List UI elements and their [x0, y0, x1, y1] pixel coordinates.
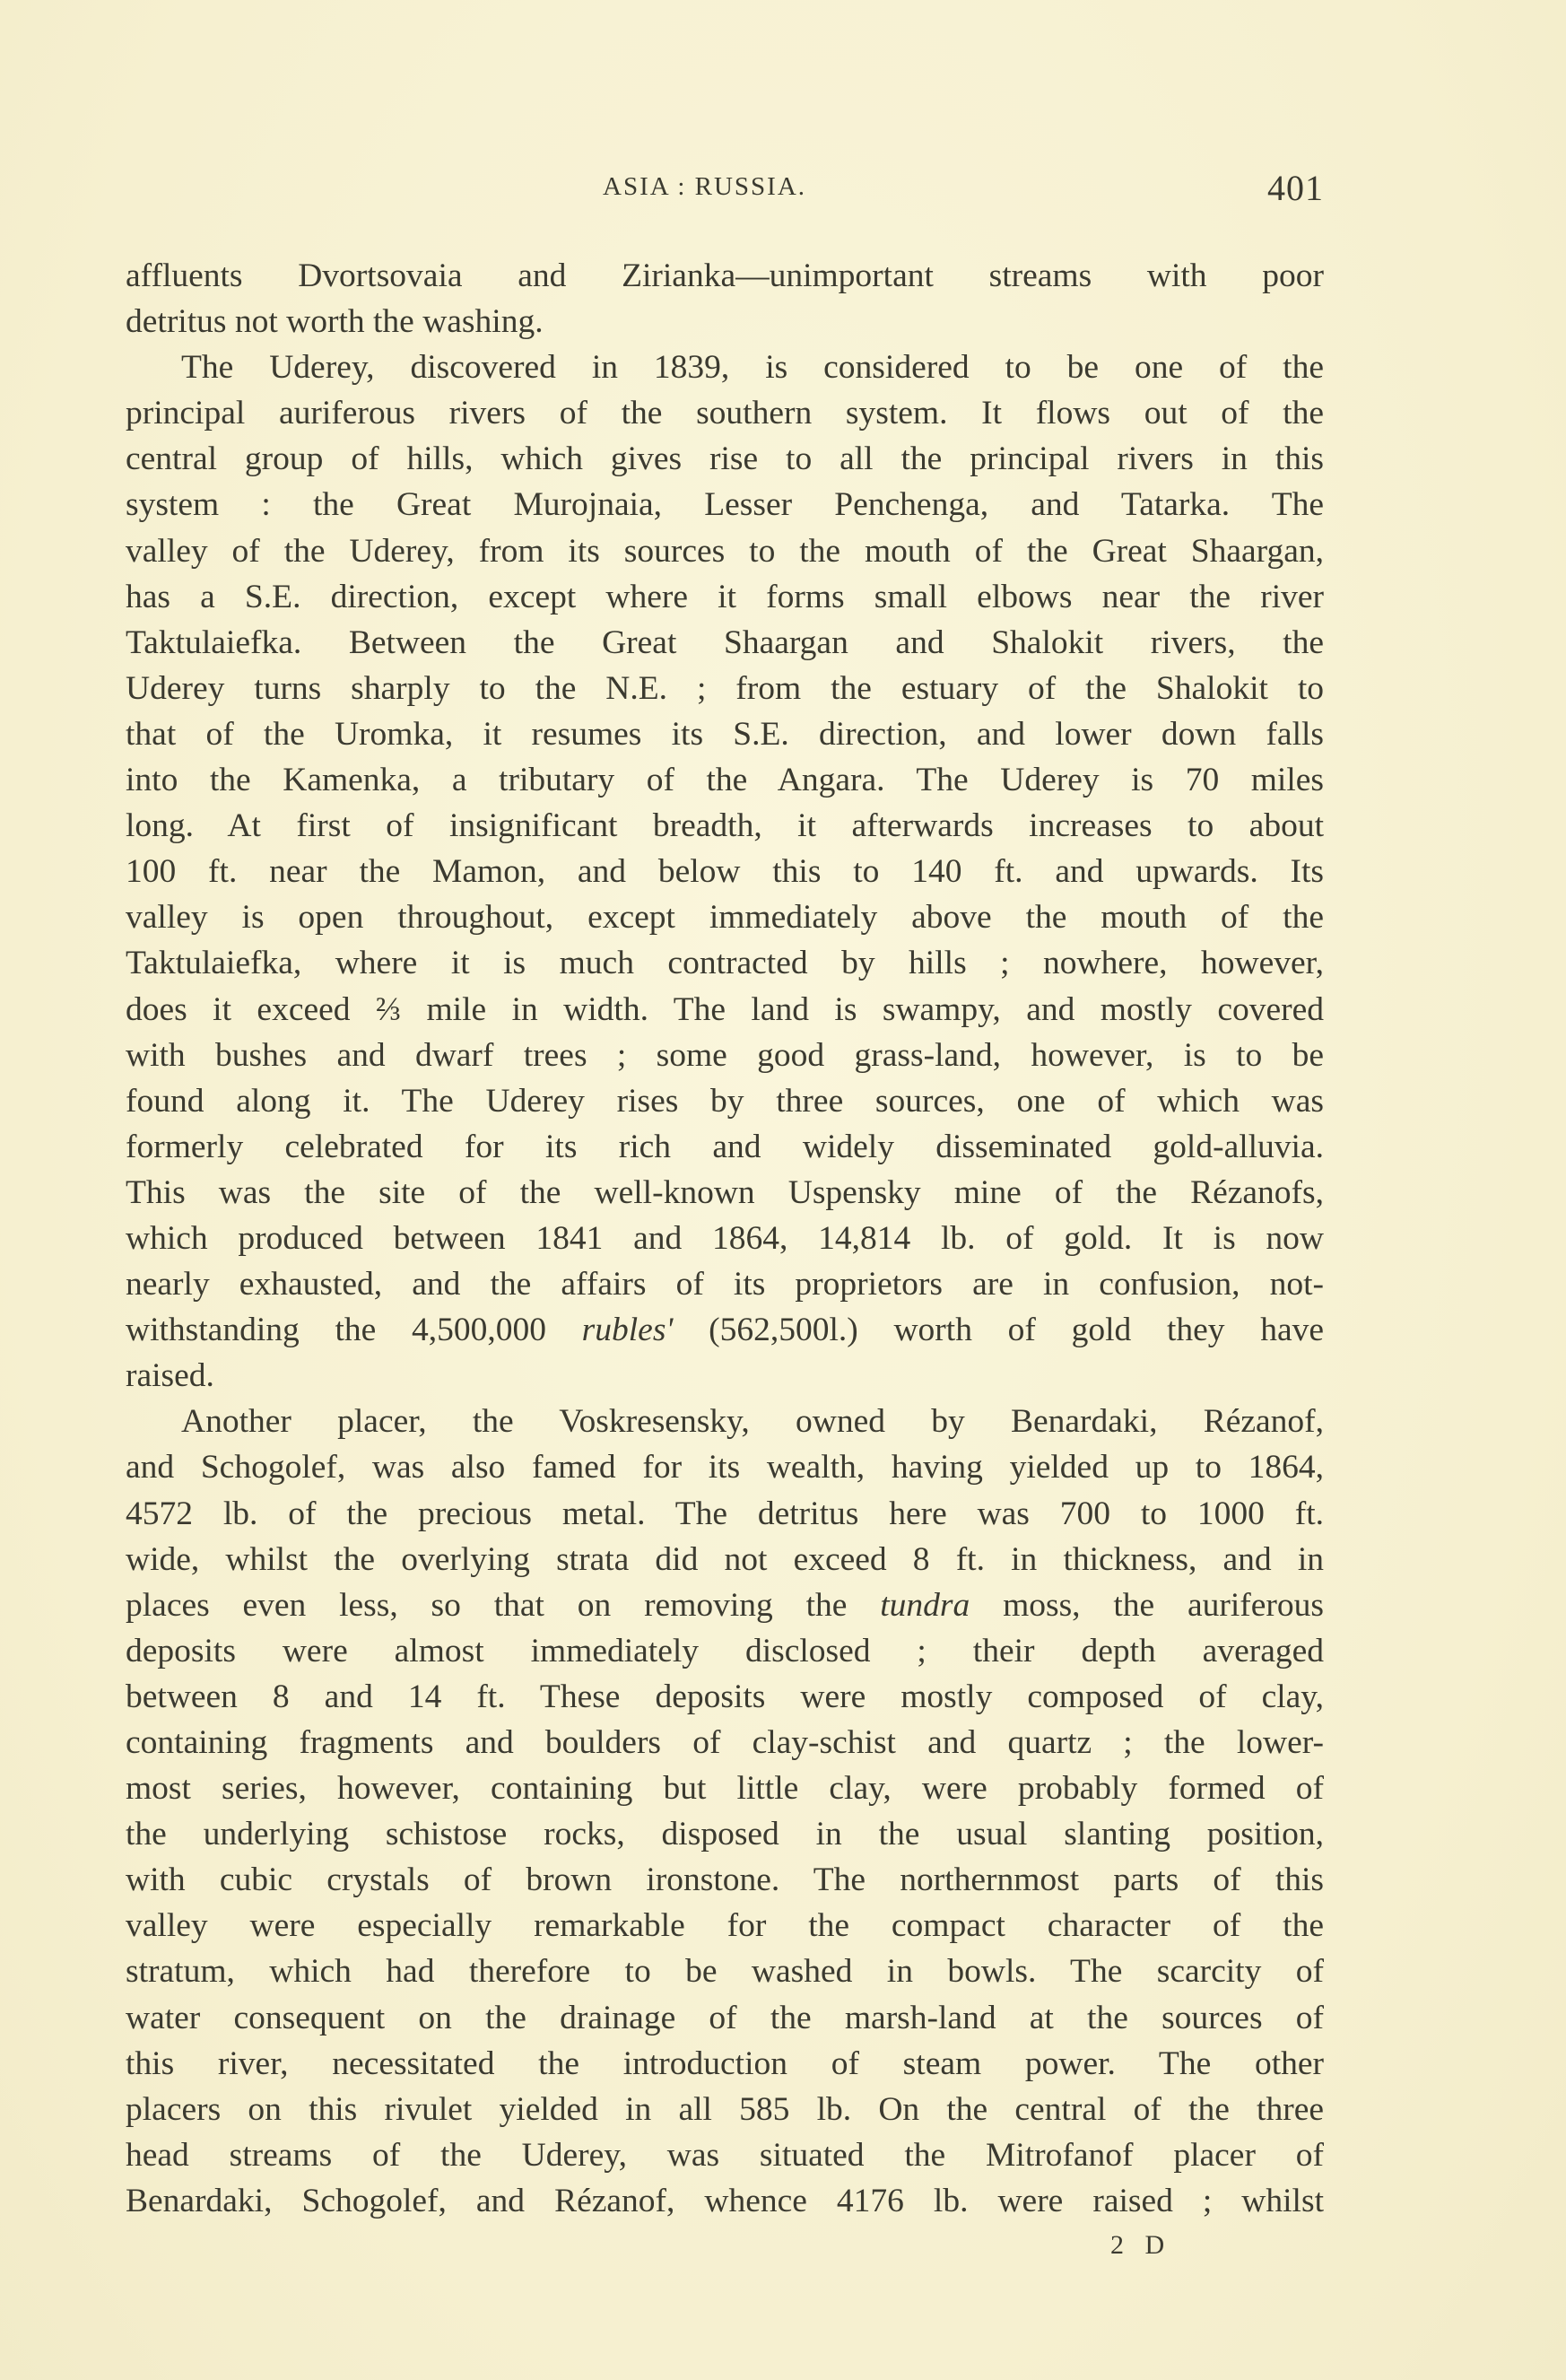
- text-line: nearly exhausted, and the affairs of its proprietors are in confusion, not-: [126, 1266, 1324, 1303]
- text-line: 4572 lb. of the precious metal. The detritus here was 700 to 1000 ft.: [126, 1495, 1324, 1532]
- text-line: valley were especially remarkable for the compact character of the: [126, 1907, 1324, 1945]
- text-line: 100 ft. near the Mamon, and below this to 140 ft. and upwards. Its: [126, 853, 1324, 891]
- italic-term: tundra: [880, 1586, 970, 1624]
- text-line: between 8 and 14 ft. These deposits were mostly composed of clay,: [126, 1678, 1324, 1715]
- page-number: 401: [1267, 168, 1324, 208]
- text-line: valley is open throughout, except immediately above the mouth of the: [126, 899, 1324, 937]
- text-line: that of the Uromka, it resumes its S.E. direction, and lower down falls: [126, 715, 1324, 753]
- text-line: found along it. The Uderey rises by three sources, one of which was: [126, 1082, 1324, 1120]
- text-line: principal auriferous rivers of the southern system. It flows out of the: [126, 395, 1324, 432]
- text-line: stratum, which had therefore to be washed in bowls. The scarcity of: [126, 1953, 1324, 1991]
- text-line: into the Kamenka, a tributary of the Angara. The Uderey is 70 miles: [126, 762, 1324, 799]
- text-line: detritus not worth the washing.: [126, 303, 544, 341]
- text-line: formerly celebrated for its rich and widely disseminated gold-alluvia.: [126, 1128, 1324, 1165]
- text-line: does it exceed ⅔ mile in width. The land is swampy, and mostly covered: [126, 990, 1324, 1028]
- text-line: affluents Dvortsovaia and Zirianka—unimportant streams with poor: [126, 257, 1324, 294]
- text-line: Taktulaiefka, where it is much contracted by hills ; nowhere, however,: [126, 945, 1324, 982]
- text-line: containing fragments and boulders of clay-schist and quartz ; the lower-: [126, 1724, 1324, 1761]
- text-line: places even less, so that on removing the tundra moss, the auriferous: [126, 1586, 1324, 1624]
- text-line: this river, necessitated the introduction of steam power. The other: [126, 2044, 1324, 2082]
- text-line: Taktulaiefka. Between the Great Shaargan and Shalokit rivers, the: [126, 623, 1324, 661]
- italic-term: rubles': [581, 1312, 674, 1349]
- text-line: placers on this rivulet yielded in all 585 lb. On the central of the three: [126, 2090, 1324, 2128]
- text-line: raised.: [126, 1357, 214, 1395]
- text-line: long. At first of insignificant breadth, it afterwards increases to about: [126, 807, 1324, 845]
- signature-mark: 2 D: [1110, 2230, 1172, 2260]
- text-line: most series, however, containing but little clay, were probably formed of: [126, 1770, 1324, 1808]
- text-line: with cubic crystals of brown ironstone. The northernmost parts of this: [126, 1861, 1324, 1899]
- text-line: has a S.E. direction, except where it forms small elbows near the river: [126, 578, 1324, 615]
- text-line: system : the Great Murojnaia, Lesser Penchenga, and Tatarka. The: [126, 486, 1324, 524]
- text-line: Benardaki, Schogolef, and Rézanof, whence 4176 lb. were raised ; whilst: [126, 2182, 1324, 2219]
- text-line: Another placer, the Voskresensky, owned by Benardaki, Rézanof,: [181, 1403, 1324, 1441]
- text-line: Uderey turns sharply to the N.E. ; from the estuary of the Shalokit to: [126, 669, 1324, 707]
- text-line: central group of hills, which gives rise to all the principal rivers in this: [126, 440, 1324, 478]
- text-line: withstanding the 4,500,000 rubles' (562,500l.) worth of gold they have: [126, 1312, 1325, 1349]
- text-line: head streams of the Uderey, was situated the Mitrofanof placer of: [126, 2136, 1324, 2174]
- text-line: with bushes and dwarf trees ; some good grass-land, however, is to be: [126, 1036, 1324, 1074]
- text-line: valley of the Uderey, from its sources to the mouth of the Great Shaargan,: [126, 532, 1324, 570]
- text-line: which produced between 1841 and 1864, 14,814 lb. of gold. It is now: [126, 1219, 1324, 1257]
- text-line: wide, whilst the overlying strata did not exceed 8 ft. in thickness, and in: [126, 1540, 1324, 1578]
- text-line: deposits were almost immediately disclosed ; their depth averaged: [126, 1632, 1324, 1669]
- running-head: [126, 168, 1324, 212]
- text-line: water consequent on the drainage of the marsh-land at the sources of: [126, 1999, 1324, 2036]
- text-line: This was the site of the well-known Uspensky mine of the Rézanofs,: [126, 1173, 1324, 1211]
- text-line: The Uderey, discovered in 1839, is considered to be one of the: [181, 349, 1324, 387]
- running-head-title: ASIA : RUSSIA.: [603, 172, 807, 201]
- text-line: the underlying schistose rocks, disposed in the usual slanting position,: [126, 1816, 1324, 1853]
- body-text: [126, 253, 1324, 2224]
- text-line: and Schogolef, was also famed for its wealth, having yielded up to 1864,: [126, 1449, 1324, 1486]
